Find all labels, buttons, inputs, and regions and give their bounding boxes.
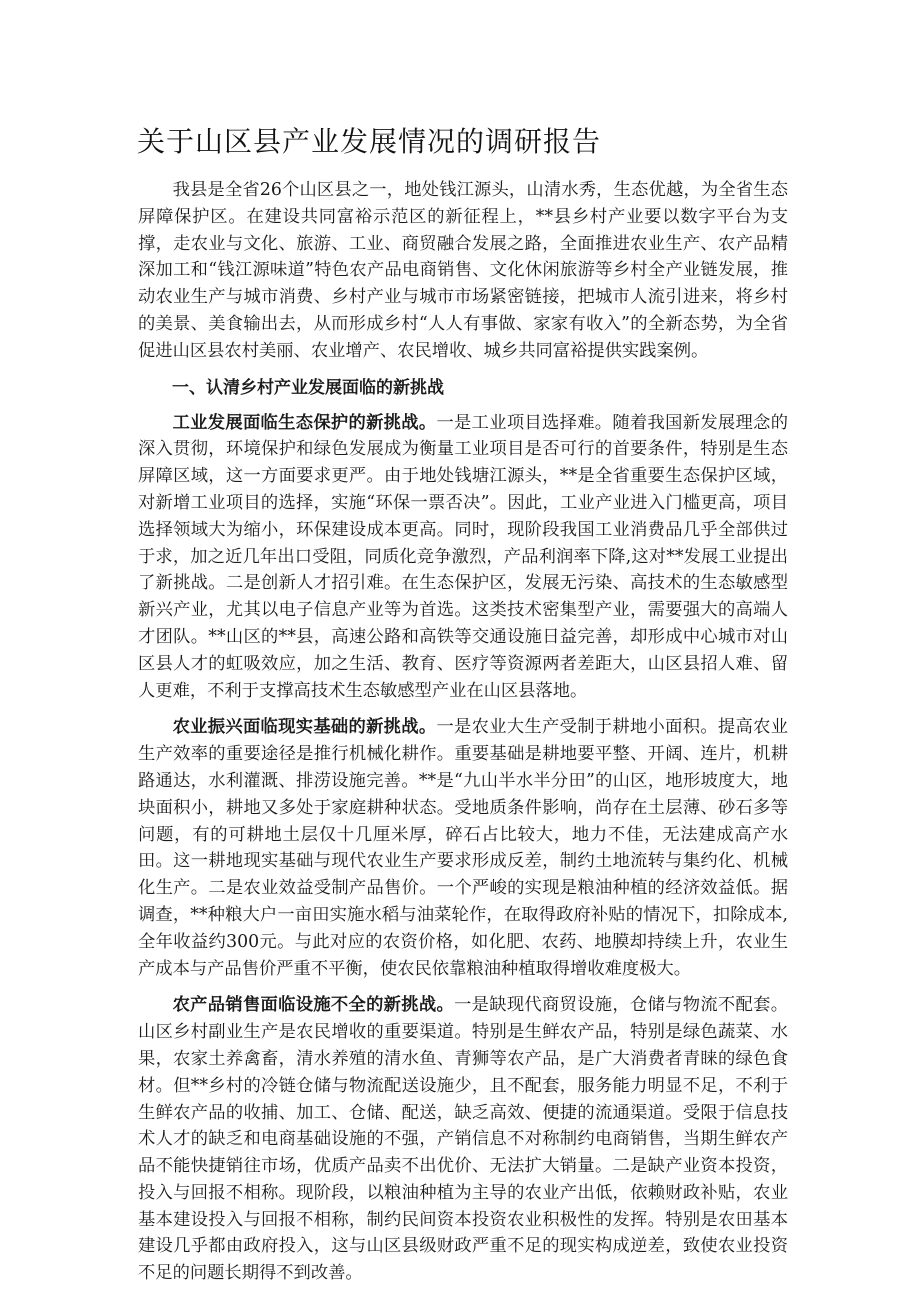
paragraph-text: 一是农业大生产受制于耕地小面积。提高农业生产效率的重要途径是推行机械化耕作。重要基础是耕地要平整、开阔、连片，机耕路通达，水利灌溉、排涝设施完善。**是“九山半水半分田”的山区，地形坡度大，地块面积小，耕地又多处于家庭耕种状态。受地质条件影响，尚存在土层薄、砂石多等问题，有的可耕地土层仅十几厘米厚，碎石占比较大，地力不佳，无法建成高产水田。这一耕地现实基础与现代农业生产要求形成反差，制约土地流转与集约化、机械化生产。二是农业效益受制产品售价。一个严峻的实现是粮油种植的经济效益低。据调查，**种粮大户一亩田实施水稻与油菜轮作，在取得政府补贴的情况下，扣除成本,全年收益约300元。与此对应的农资价格，如化肥、农药、地膜却持续上升，农业生产成本与产品售价严重不平衡，使农民依靠粮油种植取得增收难度极大。 — [138, 717, 788, 979]
document-body — [138, 177, 788, 1287]
paragraph-lead: 工业发展面临生态保护的新挑战。 — [172, 412, 437, 433]
paragraph-sales — [138, 992, 788, 1287]
section-heading: 一、认清乡村产业发展面临的新挑战 — [172, 377, 444, 398]
paragraph-text: 一是工业项目选择难。随着我国新发展理念的深入贯彻，环境保护和绿色发展成为衡量工业项目是否可行的首要条件，特别是生态屏障区域，这一方面要求更严。由于地处钱塘江源头，**是全省重要生态保护区域，对新增工业项目的选择，实施“环保一票否决”。因此，工业产业进入门槛更高，项目选择领域大为缩小，环保建设成本更高。同时，现阶段我国工业消费品几乎全部供过于求，加之近几年出口受阻，同质化竞争激烈，产品利润率下降,这对**发展工业提出了新挑战。二是创新人才招引难。在生态保护区，发展无污染、高技术的生态敏感型新兴产业，尤其以电子信息产业等为首选。这类技术密集型产业，需要强大的高端人才团队。**山区的**县，高速公路和高铁等交通设施日益完善，却形成中心城市对山区县人才的虹吸效应，加之生活、教育、医疗等资源两者差距大，山区县招人难、留人更难，不利于支撑高技术生态敏感型产业在山区县落地。 — [138, 412, 788, 701]
paragraph-lead: 农业振兴面临现实基础的新挑战。 — [172, 717, 437, 738]
paragraph-agriculture — [138, 714, 788, 982]
paragraph-industry — [138, 410, 788, 705]
paragraph-lead: 农产品销售面临设施不全的新挑战。 — [172, 995, 455, 1016]
intro-paragraph: 我县是全省26个山区县之一，地处钱江源头，山清水秀，生态优越，为全省生态屏障保护区。在建设共同富裕示范区的新征程上，**县乡村产业要以数字平台为支撑，走农业与文化、旅游、工业、商贸融合发展之路，全面推进农业生产、农产品精深加工和“钱江源味道”特色农产品电商销售、文化休闲旅游等乡村全产业链发展，推动农业生产与城市消费、乡村产业与城市市场紧密链接，把城市人流引进来，将乡村的美景、美食输出去，从而形成乡村“人人有事做、家家有收入”的全新态势，为全省促进山区县农村美丽、农业增产、农民增收、城乡共同富裕提供实践案例。 — [138, 180, 788, 361]
document-title: 关于山区县产业发展情况的调研报告 — [137, 125, 602, 158]
paragraph-text: 一是缺现代商贸设施，仓储与物流不配套。山区乡村副业生产是农民增收的重要渠道。特别是生鲜农产品，特别是绿色蔬菜、水果，农家土养禽畜，清水养殖的清水鱼、青狮等农产品，是广大消费者青睐的绿色食材。但**乡村的冷链仓储与物流配送设施少，且不配套，服务能力明显不足，不利于生鲜农产品的收捕、加工、仓储、配送，缺乏高效、便捷的流通渠道。受限于信息技术人才的缺乏和电商基础设施的不强，产销信息不对称制约电商销售，当期生鲜农产品不能快捷销往市场，优质产品卖不出优价、无法扩大销量。二是缺产业资本投资，投入与回报不相称。现阶段，以粮油种植为主导的农业产出低，依赖财政补贴，农业基本建设投入与回报不相称，制约民间资本投资农业积极性的发挥。特别是农田基本建设几乎都由政府投入，这与山区县级财政严重不足的现实构成逆差，致使农业投资不足的问题长期得不到改善。 — [138, 995, 788, 1284]
